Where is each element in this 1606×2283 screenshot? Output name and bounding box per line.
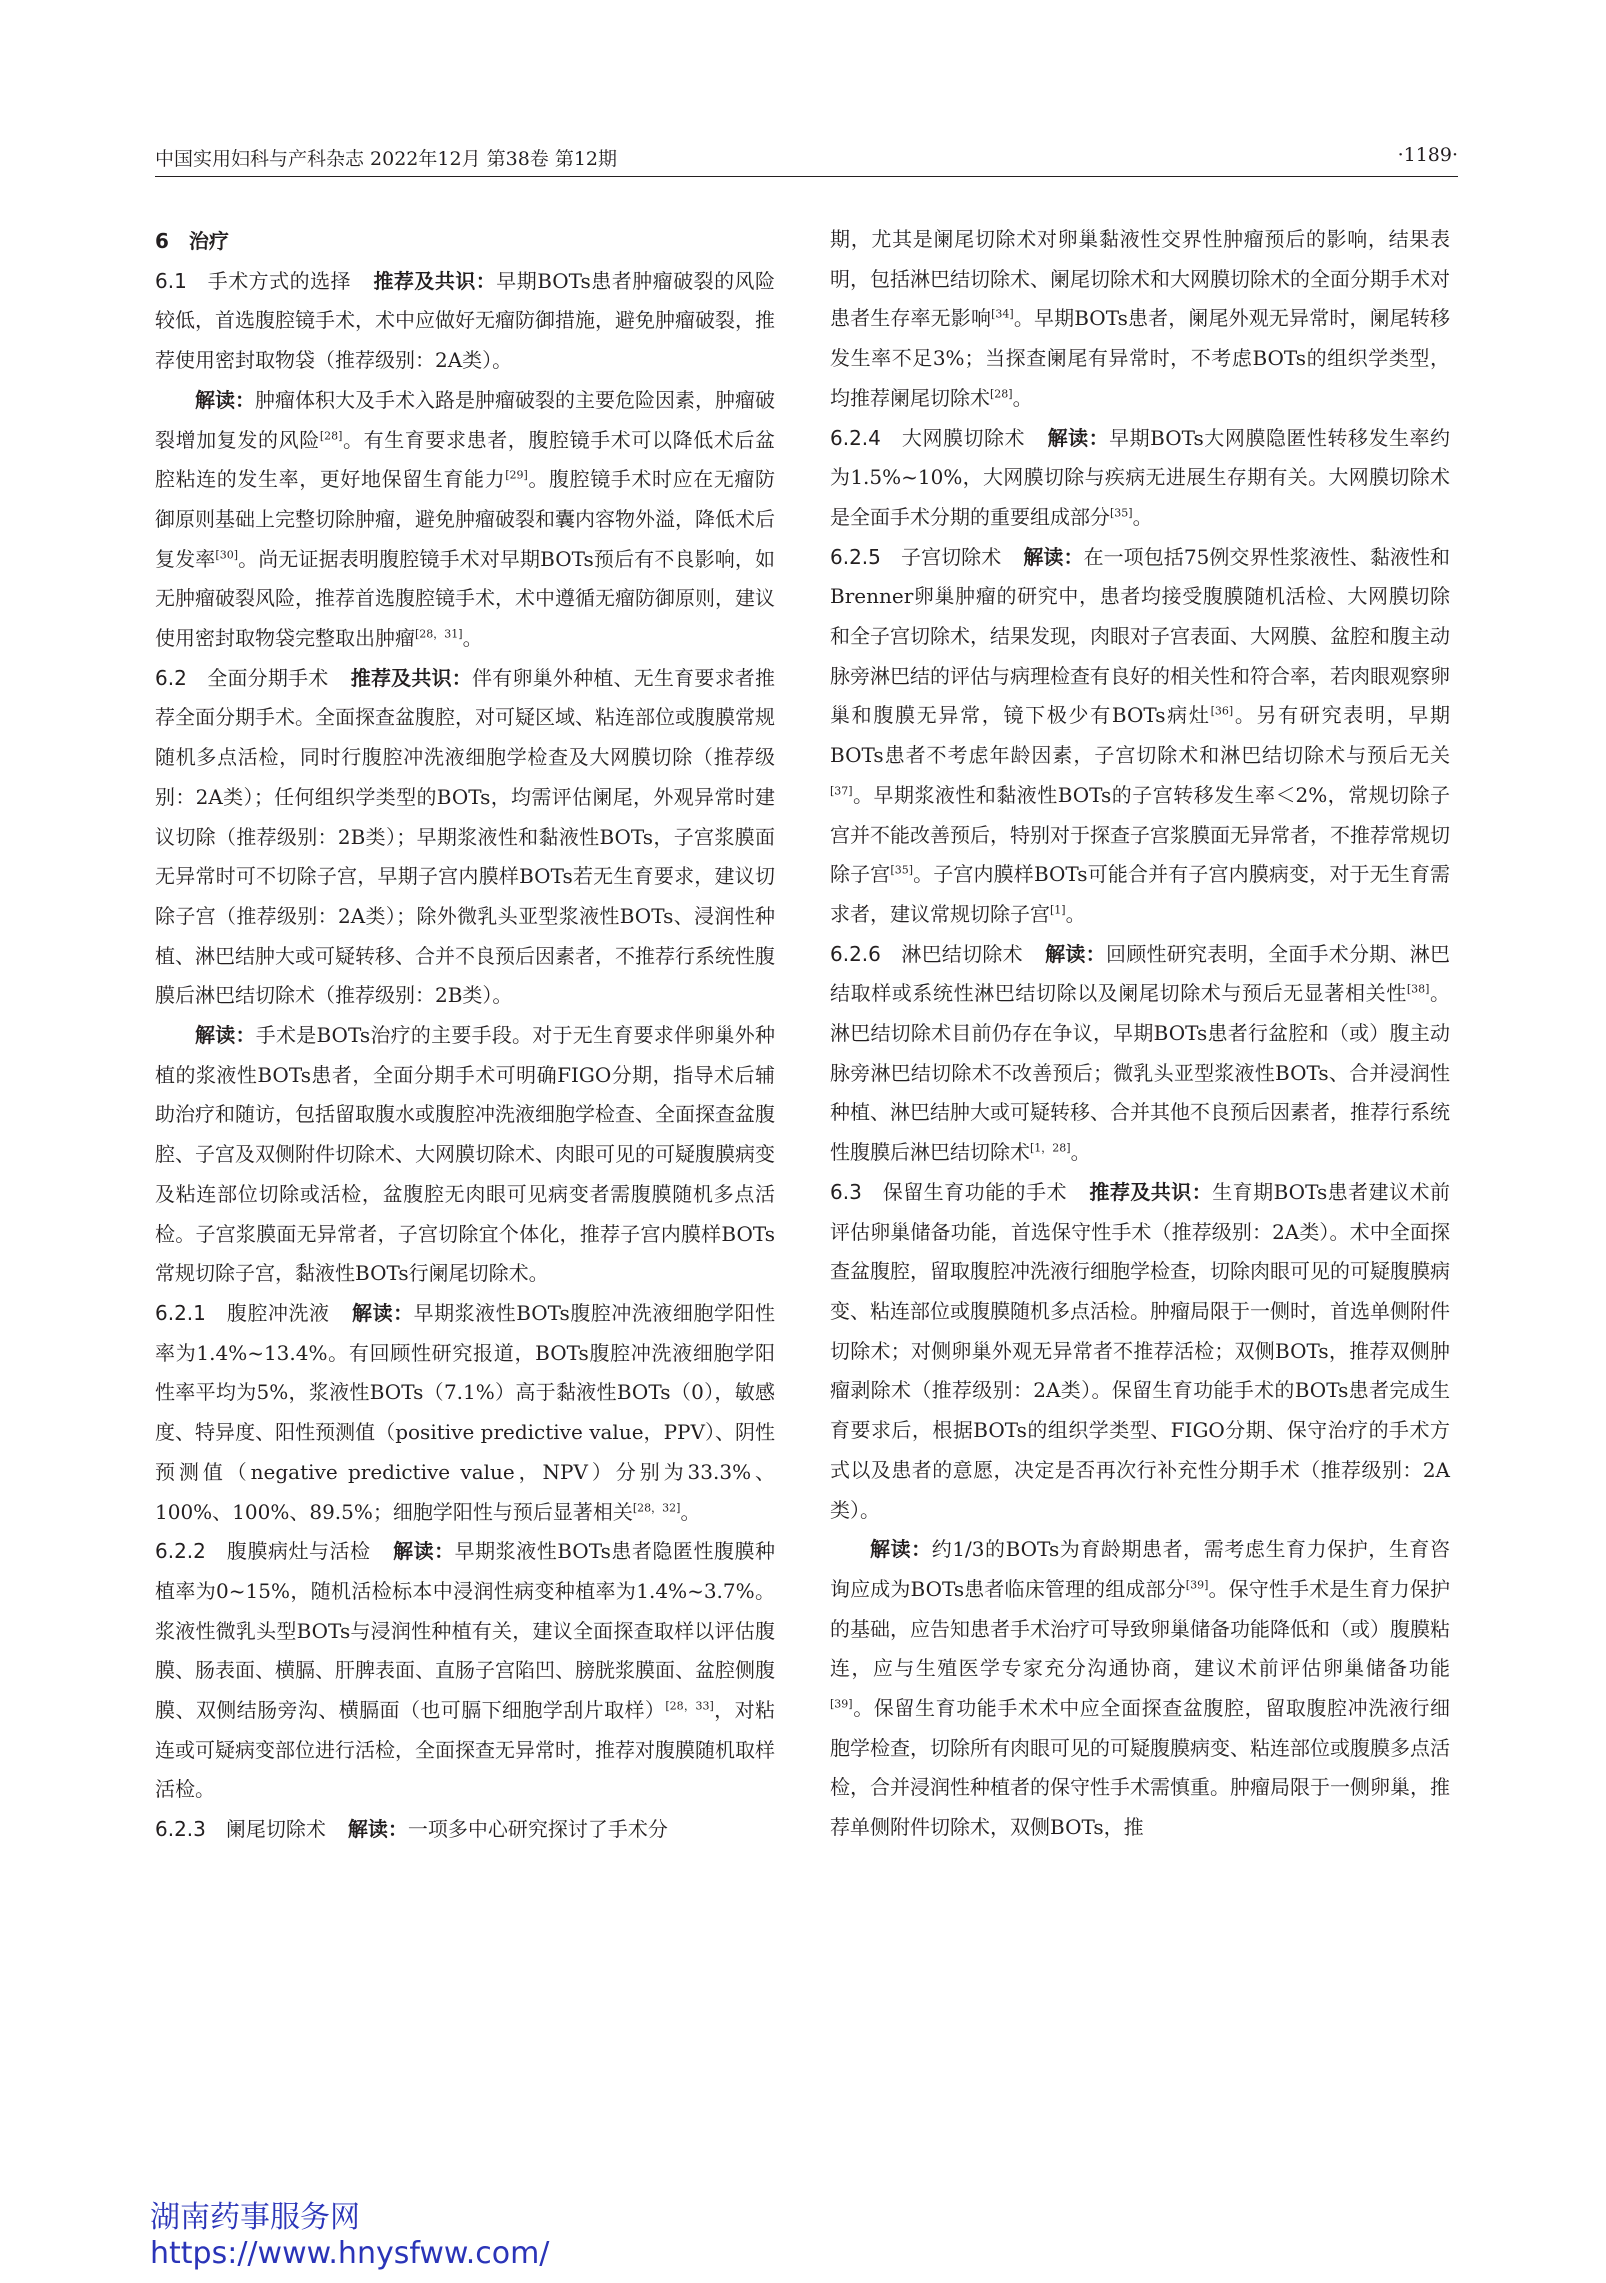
watermark-url[interactable]: https://www.hnysfww.com/ [150,2236,550,2271]
citation: [36] [1210,704,1234,718]
header-rule [155,176,1458,177]
interpretation-label: 解读： [1047,425,1110,450]
section-6-2-3: 6.2.3 阑尾切除术 解读：一项多中心研究探讨了手术分 [155,1817,668,1842]
section-6-2-2-title: 6.2.2 腹膜病灶与活检 [155,1539,371,1564]
section-6-2-6-title: 6.2.6 淋巴结切除术 [830,941,1023,966]
citation: [38] [1406,982,1430,996]
section-6-1-title: 6.1 手术方式的选择 [155,268,351,293]
citation: [28，32] [632,1500,681,1514]
section-6-2-3-continued: 期，尤其是阑尾切除术对卵巢黏液性交界性肿瘤预后的影响，结果表明，包括淋巴结切除术、阑尾切除术和大网膜切除术的全面分期手术对患者生存率无影响[34]。早期BOTs患者，阑尾外观无异常时，阑尾转移发生率不足3%；当探查阑尾有异常时，不考虑BOTs的组织学类型，均推荐阑尾切除术[28]。 [830,227,1451,410]
consensus-label: 推荐及共识： [1088,1179,1213,1204]
citation: [28，31] [415,627,463,641]
citation: [28] [990,387,1013,401]
interpretation-label: 解读： [195,387,255,412]
section-6-2-1: 6.2.1 腹腔冲洗液 解读：早期浆液性BOTs腹腔冲洗液细胞学阳性率为1.4%~13.4%。有回顾性研究报道，BOTs腹腔冲洗液细胞学阳性率平均为5%，浆液性BOTs（7.1%）高于黏液性BOTs（0），敏感度、特异度、阳性预测值（positive predictive value，PPV）、阴性预测值（negative predictive value，NPV）分别为33.3%、100%、100%、89.5%；细胞学阳性与预后显著相关[28，32]。 [155,1300,776,1524]
section-6-2-title: 6.2 全面分期手术 [155,665,329,690]
section-6-2-5-title: 6.2.5 子宫切除术 [830,544,1002,569]
section-6-1 [155,262,775,381]
running-header [155,140,1458,180]
interpretation-label: 解读： [1044,941,1106,966]
section-6-2-3-title: 6.2.3 阑尾切除术 [155,1817,326,1842]
interpretation-paragraph-2: 解读：手术是BOTs治疗的主要手段。对于无生育要求伴卵巢外种植的浆液性BOTs患者，全面分期手术可明确FIGO分期，指导术后辅助治疗和随访，包括留取腹水或腹腔冲洗液细胞学检查、全面探查盆腹腔、子宫及双侧附件切除术、大网膜切除术、肉眼可见的可疑腹膜病变及粘连部位切除或活检，盆腹腔无肉眼可见病变者需腹膜随机多点活检。子宫浆膜面无异常者，子宫切除宜个体化，推荐子宫内膜样BOTs常规切除子宫，黏液性BOTs行阑尾切除术。 [155,1023,776,1286]
section-6-2-2: 6.2.2 腹膜病灶与活检 解读：早期浆液性BOTs患者隐匿性腹膜种植率为0~15%，随机活检标本中浸润性病变种植率为1.4%~3.7%。浆液性微乳头型BOTs与浸润性种植有关，建议全面探查取样以评估腹膜、肠表面、横膈、肝脾表面、直肠子宫陷凹、膀胱浆膜面、盆腔侧腹膜、双侧结肠旁沟、横膈面（也可膈下细胞学刮片取样）[28，33]，对粘连或可疑病变部位进行活检，全面探查无异常时，推荐对腹膜随机取样活检。 [155,1539,776,1802]
consensus-label: 推荐及共识： [350,665,473,690]
section-6-2-6: 6.2.6 淋巴结切除术 解读：回顾性研究表明，全面手术分期、淋巴结取样或系统性淋巴结切除以及阑尾切除术与预后无显著相关性[38]。淋巴结切除术目前仍存在争议，早期BOTs患者行盆腔和（或）腹主动脉旁淋巴结切除术不改善预后；微乳头亚型浆液性BOTs、合并浸润性种植、淋巴结肿大或可疑转移、合并其他不良预后因素者，推荐行系统性腹膜后淋巴结切除术[1，28]。 [830,941,1451,1165]
interpretation-label: 解读： [195,1023,256,1048]
right-column [830,220,1450,1848]
citation: [1] [1050,903,1066,917]
section-6-2-5: 6.2.5 子宫切除术 解读：在一项包括75例交界性浆液性、黏液性和Brenner卵巢肿瘤的研究中，患者均接受腹膜随机活检、大网膜切除和全子宫切除术，结果发现，肉眼对子宫表面、大网膜、盆腔和腹主动脉旁淋巴结的评估与病理检查有良好的相关性和符合率，若肉眼观察卵巢和腹膜无异常，镜下极少有BOTs病灶[36]。另有研究表明，早期BOTs患者不考虑年龄因素，子宫切除术和淋巴结切除术与预后无关[37]。早期浆液性和黏液性BOTs的子宫转移发生率＜2%，常规切除子宫并不能改善预后，特别对于探查子宫浆膜面无异常者，不推荐常规切除子宫[35]。子宫内膜样BOTs可能合并有子宫内膜病变，对于无生育需求者，建议常规切除子宫[1]。 [830,544,1451,926]
citation: [39] [830,1697,853,1711]
watermark [150,2200,549,2272]
citation: [37] [830,784,853,798]
interpretation-label: 解读： [1023,544,1084,569]
section-6-3-text: 生育期BOTs患者建议术前评估卵巢储备功能，首选保守性手术（推荐级别：2A类）。术中全面探查盆腹腔，留取腹腔冲洗液行细胞学检查，切除肉眼可见的可疑腹膜病变、粘连部位或腹膜随机多点活检。肿瘤局限于一侧时，首选单侧附件切除术；对侧卵巢外观无异常者不推荐活检；双侧BOTs，推荐双侧肿瘤剥除术（推荐级别：2A类）。保留生育功能手术的BOTs患者完成生育要求后，根据BOTs的组织学类型、FIGO分期、保守治疗的手术方式以及患者的意愿，决定是否再次行补充性分期手术（推荐级别：2A类）。 [830,1179,1451,1522]
interpretation-label: 解读： [351,1300,414,1325]
citation: [39] [1185,1578,1209,1592]
section-6-2-1-title: 6.2.1 腹腔冲洗液 [155,1300,330,1325]
interpretation-paragraph-1: 解读：肿瘤体积大及手术入路是肿瘤破裂的主要危险因素，肿瘤破裂增加复发的风险[28]。有生育要求患者，腹腔镜手术可以降低术后盆腔粘连的发生率，更好地保留生育能力[29]。腹腔镜手术时应在无瘤防御原则基础上完整切除肿瘤，避免肿瘤破裂和囊内容物外溢，降低术后复发率[30]。尚无证据表明腹腔镜手术对早期BOTs预后有不良影响，如无肿瘤破裂风险，推荐首选腹腔镜手术，术中遵循无瘤防御原则，建议使用密封取物袋完整取出肿瘤[28，31]。 [155,387,776,651]
citation: [35] [1110,506,1133,520]
section-6-1-text: 早期BOTs患者肿瘤破裂的风险较低，首选腹腔镜手术，术中应做好无瘤防御措施，避免肿瘤破裂，推荐使用密封取物袋（推荐级别：2A类）。 [155,268,775,373]
citation: [30] [215,547,238,561]
interpretation-paragraph-3: 解读：约1/3的BOTs为育龄期患者，需考虑生育力保护，生育咨询应成为BOTs患者临床管理的组成部分[39]。保守性手术是生育力保护的基础，应告知患者手术治疗可导致卵巢储备功能降低和（或）腹膜粘连，应与生殖医学专家充分沟通协商，建议术前评估卵巢储备功能[39]。保留生育功能手术术中应全面探查盆腹腔，留取腹腔冲洗液行细胞学检查，切除所有肉眼可见的可疑腹膜病变、粘连部位或腹膜多点活检，合并浸润性种植者的保守性手术需慎重。肿瘤局限于一侧卵巢，推荐单侧附件切除术，双侧BOTs，推 [830,1537,1450,1840]
section-heading-6: 6 治疗 [155,229,229,253]
watermark-site-name: 湖南药事服务网 [150,2200,360,2235]
citation: [29] [505,468,528,482]
section-6-2 [155,659,775,1016]
citation: [28，33] [665,1699,714,1713]
citation: [1，28] [1030,1141,1071,1155]
section-6-2-4: 6.2.4 大网膜切除术 解读：早期BOTs大网膜隐匿性转移发生率约为1.5%~10%，大网膜切除与疾病无进展生存期有关。大网膜切除术是全面手术分期的重要组成部分[35]。 [830,425,1450,529]
consensus-label: 推荐及共识： [373,268,497,293]
section-6-3 [830,1173,1450,1530]
interpretation-label: 解读： [870,1537,932,1562]
section-6-2-4-title: 6.2.4 大网膜切除术 [830,425,1026,450]
citation: [34] [991,307,1014,321]
section-6-3-title: 6.3 保留生育功能的手术 [830,1179,1067,1204]
citation: [35] [890,863,913,877]
interpretation-label: 解读： [392,1539,455,1564]
page-number: ·1189· [1397,144,1458,166]
journal-title: 中国实用妇科与产科杂志 2022年12月 第38卷 第12期 [155,148,618,170]
section-6-2-text: 伴有卵巢外种植、无生育要求者推荐全面分期手术。全面探查盆腹腔，对可疑区域、粘连部位或腹膜常规随机多点活检，同时行腹腔冲洗液细胞学检查及大网膜切除（推荐级别：2A类）；任何组织学类型的BOTs，均需评估阑尾，外观异常时建议切除（推荐级别：2B类）；早期浆液性和黏液性BOTs，子宫浆膜面无异常时可不切除子宫，早期子宫内膜样BOTs若无生育要求，建议切除子宫（推荐级别：2A类）；除外微乳头亚型浆液性BOTs、浸润性种植、淋巴结肿大或可疑转移、合并不良预后因素者，不推荐行系统性腹膜后淋巴结切除术（推荐级别：2B类）。 [155,665,776,1008]
citation: [28] [319,428,343,442]
left-column [155,222,775,1850]
interpretation-label: 解读： [347,1817,408,1842]
